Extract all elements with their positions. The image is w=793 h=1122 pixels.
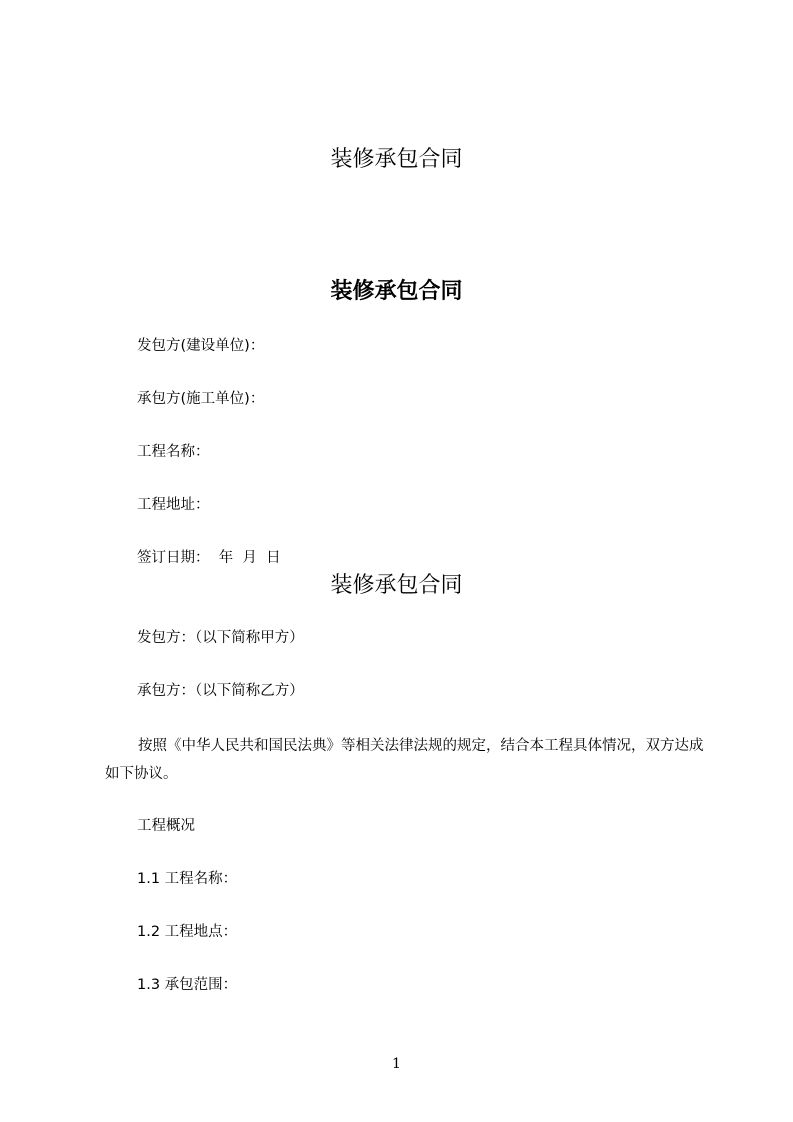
page-number: 1 <box>392 1056 401 1072</box>
field-project-address: 工程地址： <box>137 497 210 513</box>
field-project-name: 工程名称： <box>137 444 210 460</box>
intro-paragraph: 按照《中华人民共和国民法典》等相关法律法规的规定，结合本工程具体情况，双方达成如下协议。 <box>105 738 704 782</box>
item-contract-scope: 1.3 承包范围： <box>137 977 238 993</box>
section-title: 工程概况 <box>137 818 195 834</box>
item-project-name: 1.1 工程名称： <box>137 871 238 887</box>
contract-title: 装修承包合同 <box>330 573 463 598</box>
field-sign-date: 签订日期： 年 月 日 <box>137 550 281 566</box>
field-employer: 发包方(建设单位)： <box>137 338 265 354</box>
cover-subtitle: 装修承包合同 <box>330 279 463 304</box>
party-a-line: 发包方：（以下简称甲方） <box>137 630 304 646</box>
field-contractor: 承包方(施工单位)： <box>137 391 265 407</box>
item-project-location: 1.2 工程地点： <box>137 924 238 940</box>
cover-title: 装修承包合同 <box>330 147 463 172</box>
party-b-line: 承包方：（以下简称乙方） <box>137 683 304 699</box>
